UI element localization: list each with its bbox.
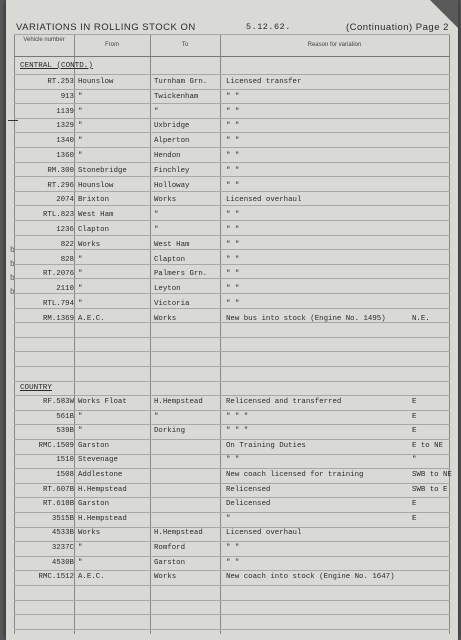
vehicle-number: 822: [60, 240, 74, 249]
margin-mark: b: [10, 260, 15, 269]
ruled-line: [14, 395, 450, 396]
reason-cell: New coach licensed for training: [226, 471, 364, 479]
reason-cell: Licensed overhaul: [226, 196, 302, 205]
ruled-line: [14, 424, 450, 425]
vehicle-number: 4530B: [51, 558, 74, 567]
from-cell: ": [78, 107, 83, 116]
ruled-line: [14, 468, 450, 469]
table-row: [14, 440, 450, 453]
from-cell: Works: [78, 240, 101, 249]
ruled-line: [14, 351, 450, 352]
to-cell: West Ham: [154, 240, 190, 249]
vehicle-number: 561B: [56, 412, 74, 421]
note-cell: E: [412, 412, 417, 421]
ruled-line: [14, 264, 450, 265]
ruled-line: [14, 147, 450, 148]
from-cell: ": [78, 412, 83, 421]
ruled-line: [14, 308, 450, 309]
ruled-line: [14, 497, 450, 498]
reason-cell: " ": [226, 240, 240, 249]
ruled-line: [14, 293, 450, 294]
note-cell: ": [412, 456, 417, 465]
vehicle-number: 4533B: [51, 529, 74, 538]
to-cell: Garston: [154, 558, 186, 567]
reason-cell: " ": [226, 226, 240, 234]
ruled-line: [14, 366, 450, 367]
col-reason-header: Reason for variation: [307, 42, 362, 48]
vehicle-number: 1340: [56, 137, 74, 146]
page-date: 5.12.62.: [246, 22, 291, 32]
table-row: [14, 527, 450, 540]
reason-cell: " " ": [226, 412, 249, 421]
ruled-line: [14, 512, 450, 513]
reason-cell: " ": [226, 558, 240, 567]
from-cell: Addlestone: [78, 471, 123, 479]
document-sheet: [6, 0, 458, 640]
reason-cell: On Training Duties: [226, 441, 306, 450]
ruled-line: [14, 89, 450, 90]
to-cell: ": [154, 226, 159, 234]
ruled-line: [14, 629, 450, 630]
ruled-line: [14, 322, 450, 323]
from-cell: Clapton: [78, 226, 110, 234]
reason-cell: Licensed overhaul: [226, 529, 302, 538]
reason-cell: " ": [226, 211, 240, 220]
reason-cell: " " ": [226, 427, 249, 436]
ruled-line: [14, 541, 450, 542]
ruled-line: [14, 600, 450, 601]
vehicle-number: 1360: [56, 152, 74, 160]
reason-cell: " ": [226, 544, 240, 552]
vehicle-number: RT.607B: [42, 485, 74, 494]
vehicle-number: RF.583W: [42, 398, 74, 406]
ruled-line: [14, 527, 450, 528]
vehicle-number: 1508: [56, 471, 74, 479]
vehicle-number: RMC.1512: [38, 573, 74, 582]
col-from-header: From: [105, 42, 119, 48]
margin-mark: b: [10, 274, 15, 283]
reason-cell: Delicensed: [226, 500, 271, 509]
to-cell: Turnham Grn.: [154, 78, 208, 86]
ruled-line: [14, 176, 450, 177]
vehicle-number: 3515B: [51, 514, 74, 523]
vehicle-number: RMC.1509: [38, 441, 74, 450]
margin-mark: b: [10, 288, 15, 297]
section-country: COUNTRY: [20, 384, 52, 392]
vehicle-number: 2074: [56, 196, 74, 205]
vehicle-number: 828: [60, 255, 74, 264]
from-cell: Works Float: [78, 398, 127, 406]
table-row: [14, 484, 450, 497]
to-cell: Uxbridge: [154, 122, 190, 131]
ruled-line: [14, 337, 450, 338]
from-cell: ": [78, 285, 83, 294]
from-cell: Hounslow: [78, 181, 114, 190]
note-cell: E: [412, 427, 417, 436]
note-cell: N.E.: [412, 314, 430, 323]
margin-mark: b: [10, 246, 15, 255]
page-title: VARIATIONS IN ROLLING STOCK ON: [16, 22, 196, 33]
to-cell: Works: [154, 573, 177, 582]
to-cell: Alperton: [154, 137, 190, 146]
section-central: CENTRAL (CONTD.): [20, 62, 93, 70]
to-cell: Clapton: [154, 255, 186, 264]
from-cell: ": [78, 152, 83, 160]
table-row: [14, 313, 450, 326]
reason-cell: Relicensed and transferred: [226, 398, 342, 406]
ruled-line: [14, 132, 450, 133]
from-cell: ": [78, 300, 83, 308]
from-cell: ": [78, 92, 83, 101]
table-row: [14, 283, 450, 296]
note-cell: SWB to NE: [412, 471, 452, 479]
variations-table: [10, 34, 452, 634]
note-cell: E to NE: [412, 441, 444, 450]
header-rule: [14, 56, 450, 57]
reason-cell: " ": [226, 92, 240, 101]
reason-cell: New bus into stock (Engine No. 1495): [226, 314, 386, 323]
to-cell: ": [154, 107, 159, 116]
ruled-line: [14, 614, 450, 615]
table-row: [14, 91, 450, 104]
reason-cell: " ": [226, 152, 240, 160]
vehicle-number: 1139: [56, 107, 74, 116]
vehicle-number: 3237C: [51, 544, 74, 552]
continuation-label: (Continuation) Page 2: [346, 22, 449, 33]
reason-cell: " ": [226, 122, 240, 131]
to-cell: Holloway: [154, 181, 190, 190]
from-cell: Stevenage: [78, 456, 118, 465]
reason-cell: " ": [226, 166, 240, 175]
table-row: [14, 571, 450, 584]
reason-cell: " ": [226, 181, 240, 190]
table-row: [14, 454, 450, 467]
reason-cell: " ": [226, 300, 240, 308]
ruled-line: [14, 103, 450, 104]
table-row: [14, 268, 450, 281]
ruled-line: [14, 235, 450, 236]
from-cell: ": [78, 558, 83, 567]
vehicle-number: 1329: [56, 122, 74, 131]
from-cell: ": [78, 270, 83, 279]
from-cell: Garston: [78, 441, 110, 450]
note-cell: E: [412, 398, 417, 406]
col-vehicle-header: Vehicle number: [23, 37, 65, 43]
to-cell: Leyton: [154, 285, 181, 294]
col-to-header: To: [181, 42, 189, 48]
reason-cell: Relicensed: [226, 485, 271, 494]
from-cell: H.Hempstead: [78, 514, 127, 523]
from-cell: Stonebridge: [78, 166, 127, 175]
to-cell: Hendon: [154, 152, 181, 160]
vehicle-number: RTL.794: [42, 300, 74, 308]
reason-cell: Licensed transfer: [226, 78, 302, 86]
vehicle-number: 913: [60, 92, 74, 101]
from-cell: Brixton: [78, 196, 110, 205]
table-row: [14, 513, 450, 526]
to-cell: Finchley: [154, 166, 190, 175]
ruled-line: [14, 162, 450, 163]
reason-cell: " ": [226, 270, 240, 279]
table-row: [14, 425, 450, 438]
to-cell: ": [154, 211, 159, 220]
to-cell: Works: [154, 314, 177, 323]
from-cell: ": [78, 137, 83, 146]
ruled-line: [14, 74, 450, 75]
reason-cell: New coach into stock (Engine No. 1647): [226, 573, 395, 582]
table-row: [14, 542, 450, 555]
ruled-line: [14, 220, 450, 221]
ruled-line: [14, 205, 450, 206]
to-cell: H.Hempstead: [154, 529, 203, 538]
ruled-line: [14, 439, 450, 440]
table-row: [14, 411, 450, 424]
table-row: [14, 469, 450, 482]
ruled-line: [14, 570, 450, 571]
vehicle-number: RT.2076: [42, 270, 74, 279]
from-cell: ": [78, 255, 83, 264]
to-cell: Dorking: [154, 427, 186, 436]
vehicle-number: 1236: [56, 226, 74, 234]
table-row: [14, 557, 450, 570]
vehicle-number: RT.618B: [42, 500, 74, 509]
vehicle-number: RM.300: [47, 166, 74, 175]
from-cell: A.E.C.: [78, 314, 105, 323]
vehicle-number: RTL.823: [42, 211, 74, 220]
table-row: [14, 106, 450, 119]
to-cell: ": [154, 412, 159, 421]
vehicle-number: RM.1369: [42, 314, 74, 323]
from-cell: H.Hempstead: [78, 485, 127, 494]
to-cell: Works: [154, 196, 177, 205]
from-cell: Hounslow: [78, 78, 114, 86]
ruled-line: [14, 454, 450, 455]
from-cell: A.E.C.: [78, 573, 105, 582]
ruled-line: [14, 118, 450, 119]
ruled-line: [14, 191, 450, 192]
vehicle-number: 539B: [56, 427, 74, 436]
to-cell: Palmers Grn.: [154, 270, 208, 279]
ruled-line: [14, 410, 450, 411]
ruled-line: [14, 483, 450, 484]
ruled-line: [14, 249, 450, 250]
from-cell: ": [78, 427, 83, 436]
vehicle-number: RT.296: [47, 181, 74, 190]
note-cell: E: [412, 514, 417, 523]
ruled-line: [14, 585, 450, 586]
reason-cell: " ": [226, 107, 240, 116]
to-cell: Romford: [154, 544, 186, 552]
vehicle-number: 2110: [56, 285, 74, 294]
ruled-line: [14, 381, 450, 382]
reason-cell: " ": [226, 255, 240, 264]
table-top-rule: [14, 34, 450, 35]
note-cell: E: [412, 500, 417, 509]
from-cell: Works: [78, 529, 101, 538]
table-row: [14, 298, 450, 311]
to-cell: H.Hempstead: [154, 398, 203, 406]
table-row: [14, 396, 450, 409]
table-row: [14, 498, 450, 511]
reason-cell: " ": [226, 456, 240, 465]
from-cell: ": [78, 122, 83, 131]
to-cell: Victoria: [154, 300, 190, 308]
vehicle-number: RT.253: [47, 78, 74, 86]
reason-cell: " ": [226, 137, 240, 146]
note-cell: SWB to E: [412, 485, 448, 494]
from-cell: ": [78, 544, 83, 552]
to-cell: Twickenham: [154, 92, 199, 101]
vehicle-number: 1510: [56, 456, 74, 465]
reason-cell: ": [226, 514, 231, 523]
ruled-line: [14, 278, 450, 279]
reason-cell: " ": [226, 285, 240, 294]
from-cell: West Ham: [78, 211, 114, 220]
table-row: [14, 76, 450, 89]
from-cell: Garston: [78, 500, 110, 509]
ruled-line: [14, 556, 450, 557]
